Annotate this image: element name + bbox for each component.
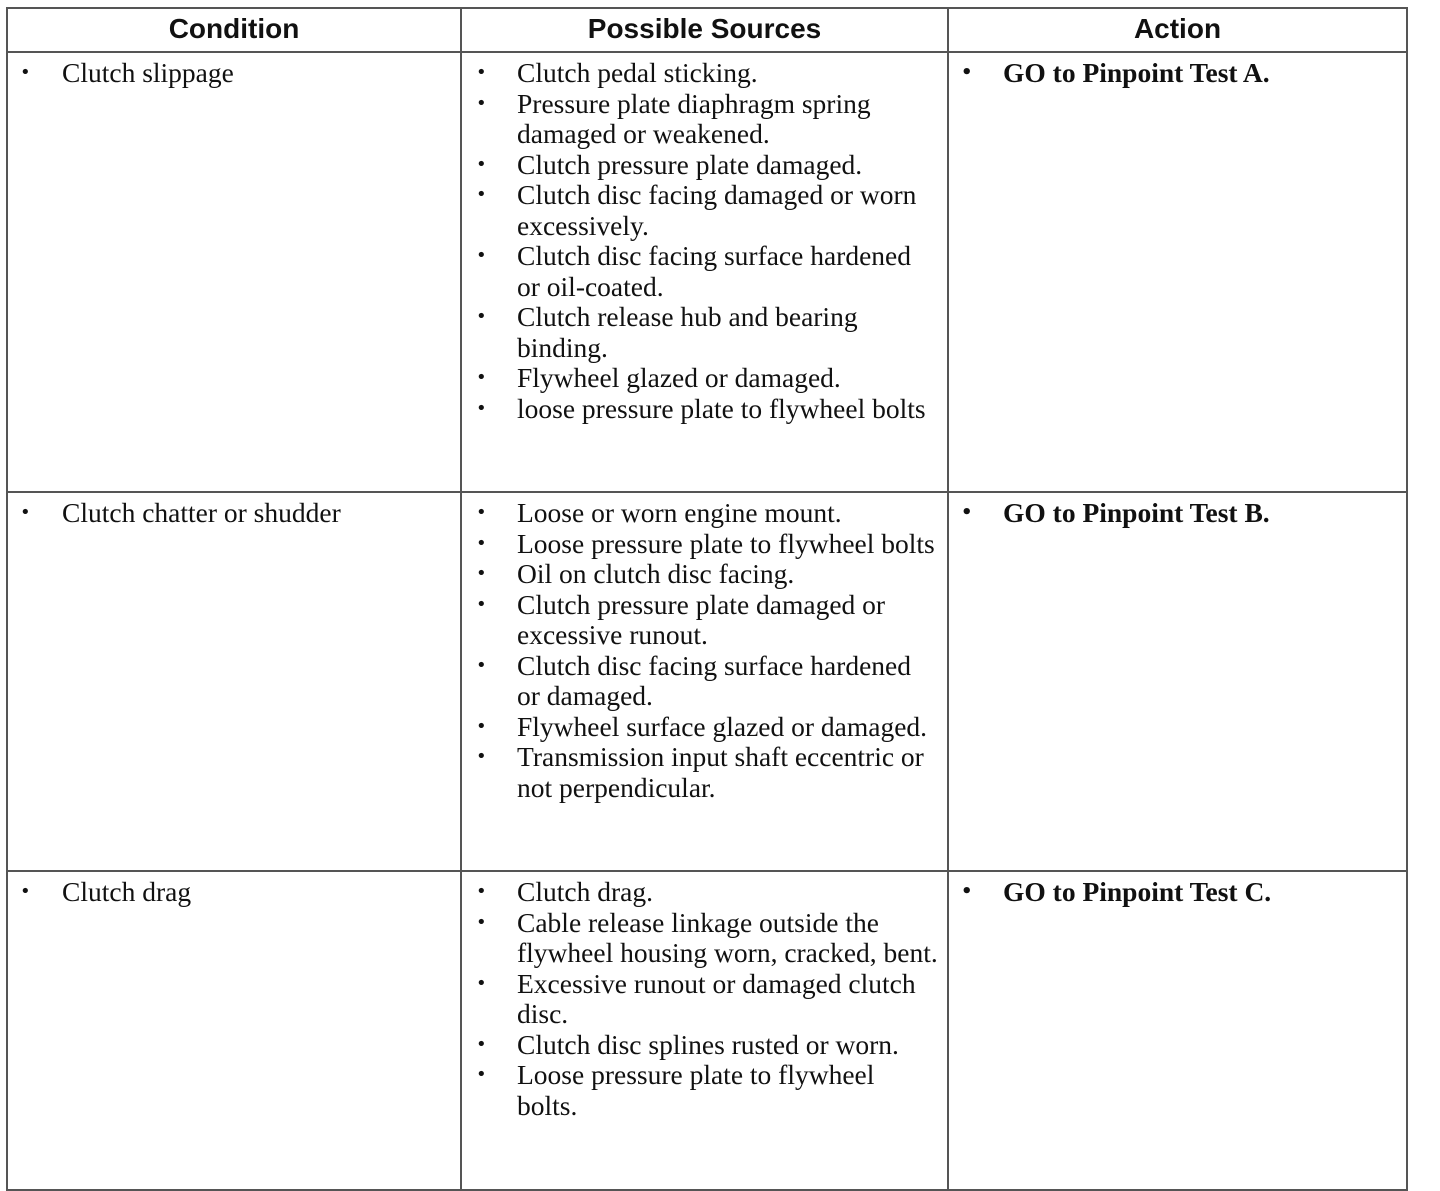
source-item: • Flywheel glazed or damaged. [462, 363, 939, 394]
source-item: • Clutch disc splines rusted or worn. [462, 1030, 939, 1061]
header-condition: Condition [7, 8, 461, 52]
table-row [7, 871, 1407, 1190]
table-row [7, 492, 1407, 871]
condition-list [8, 498, 452, 529]
condition-cell [7, 871, 461, 1190]
source-item: • Clutch drag. [462, 877, 939, 908]
condition-cell [7, 52, 461, 492]
header-possible-sources: Possible Sources [461, 8, 948, 52]
condition-list [8, 877, 452, 908]
source-item: • Clutch pressure plate damaged or excessive runout. [462, 590, 939, 651]
table-row [7, 52, 1407, 492]
condition-item: • Clutch chatter or shudder [8, 498, 452, 529]
condition-cell [7, 492, 461, 871]
source-item: • Loose pressure plate to flywheel bolts [462, 529, 939, 560]
source-item: • Loose pressure plate to flywheel bolts. [462, 1060, 939, 1121]
source-item: • Loose or worn engine mount. [462, 498, 939, 529]
header-row [7, 8, 1407, 52]
source-item: • Pressure plate diaphragm spring damaged or weakened. [462, 89, 939, 150]
action-list [949, 498, 1398, 529]
sources-list [462, 877, 939, 1121]
condition-list [8, 58, 452, 89]
action-list [949, 58, 1398, 89]
sources-list [462, 498, 939, 803]
source-item: • Clutch pedal sticking. [462, 58, 939, 89]
source-item: • Clutch release hub and bearing binding. [462, 302, 939, 363]
action-cell [948, 871, 1407, 1190]
action-item: • GO to Pinpoint Test A. [949, 58, 1398, 89]
source-item: • Clutch disc facing surface hardened or oil-coated. [462, 241, 939, 302]
action-cell [948, 52, 1407, 492]
header-action: Action [948, 8, 1407, 52]
sources-cell [461, 52, 948, 492]
action-item: • GO to Pinpoint Test C. [949, 877, 1398, 908]
source-item: • Transmission input shaft eccentric or not perpendicular. [462, 742, 939, 803]
source-item: • Oil on clutch disc facing. [462, 559, 939, 590]
source-item: • Excessive runout or damaged clutch disc. [462, 969, 939, 1030]
source-item: • Clutch disc facing damaged or worn excessively. [462, 180, 939, 241]
source-item: • Flywheel surface glazed or damaged. [462, 712, 939, 743]
condition-item: • Clutch drag [8, 877, 452, 908]
diagnosis-table [6, 7, 1408, 1191]
source-item: • Clutch pressure plate damaged. [462, 150, 939, 181]
source-item: • Clutch disc facing surface hardened or damaged. [462, 651, 939, 712]
sources-cell [461, 871, 948, 1190]
action-cell [948, 492, 1407, 871]
action-list [949, 877, 1398, 908]
sources-cell [461, 492, 948, 871]
action-item: • GO to Pinpoint Test B. [949, 498, 1398, 529]
source-item: • loose pressure plate to flywheel bolts [462, 394, 939, 425]
condition-item: • Clutch slippage [8, 58, 452, 89]
source-item: • Cable release linkage outside the flywheel housing worn, cracked, bent. [462, 908, 939, 969]
sources-list [462, 58, 939, 424]
